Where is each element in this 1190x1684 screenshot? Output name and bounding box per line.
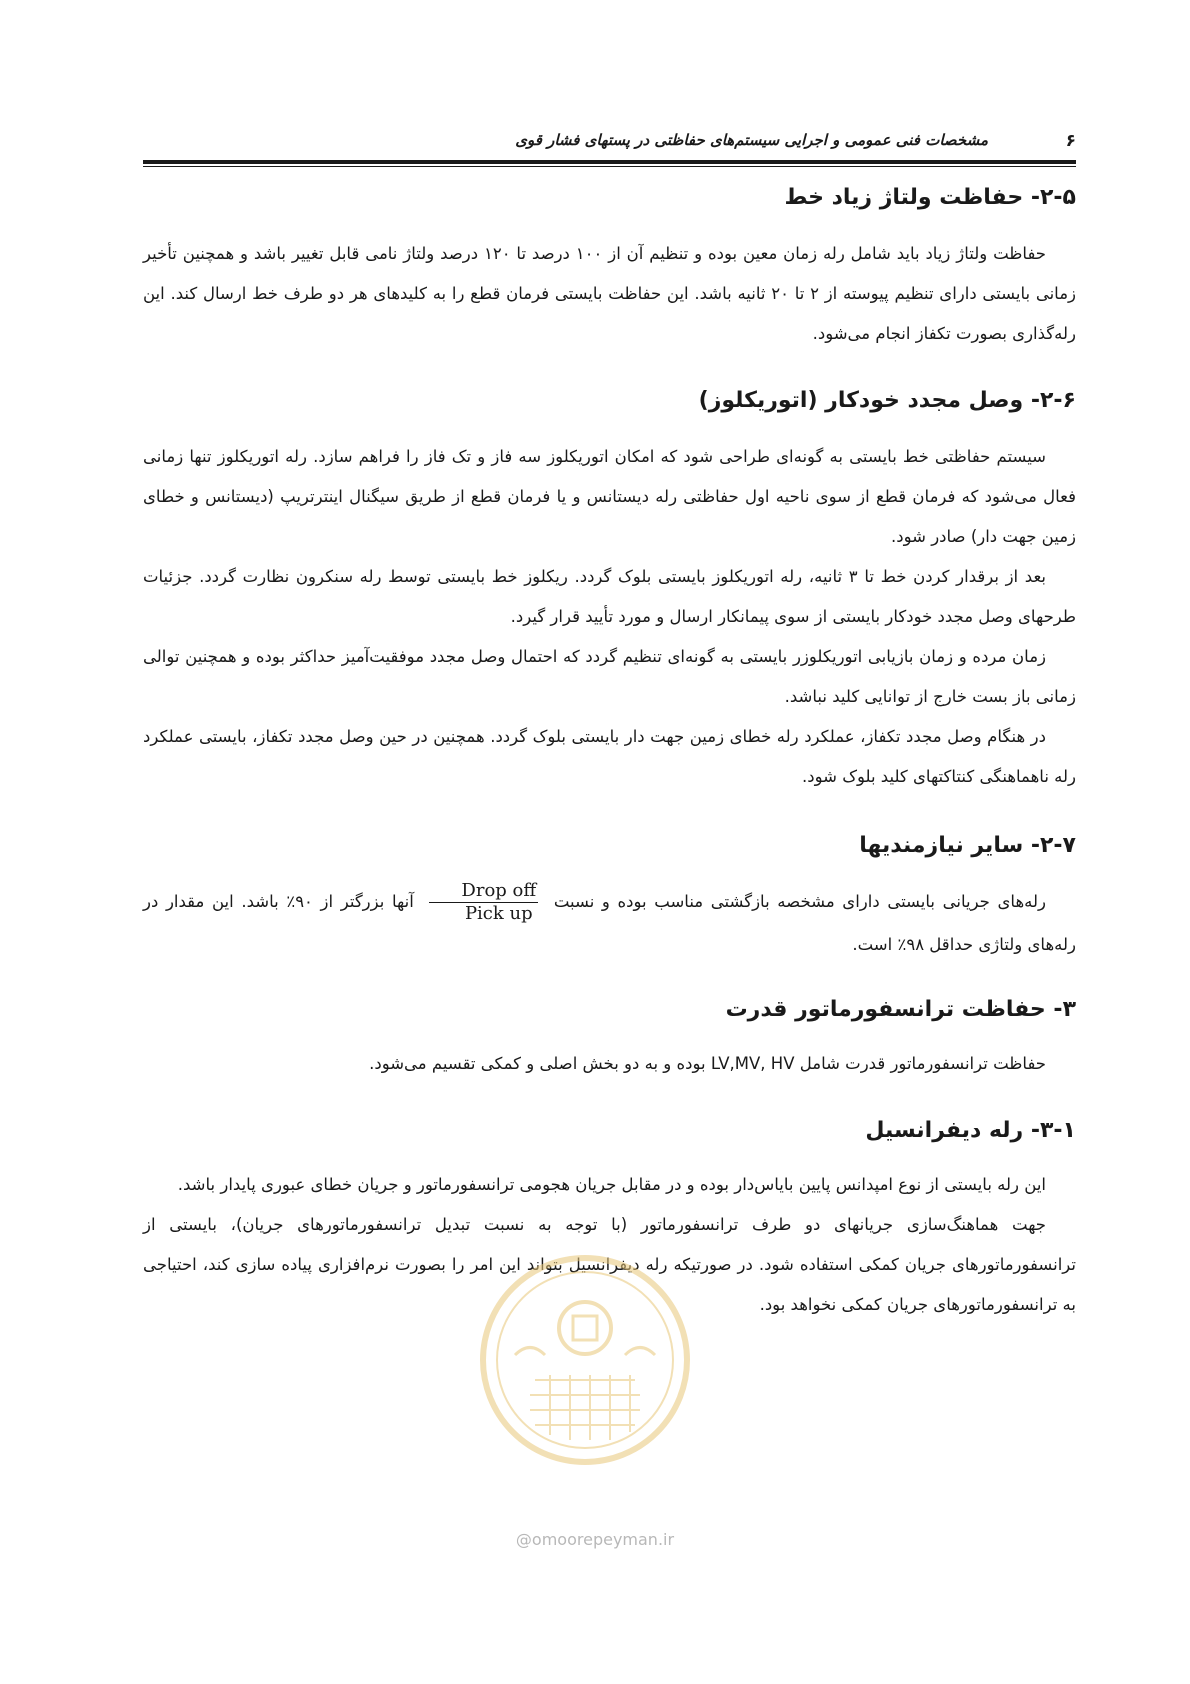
drop-off-pick-up-fraction bbox=[429, 880, 538, 925]
section-heading-3-1: ۳-۱- رله دیفرانسیل bbox=[865, 1118, 1076, 1143]
paragraph: بعد از برقدار کردن خط تا ۳ ثانیه، رله اتوریکلوز بایستی بلوک گردد. ریکلوز خط بایستی توسط رله سنکرون نظارت گردد. جزئیات طرحهای وصل مجدد خودکار بایستی از سوی پیمانکار ارسال و مورد تأیید قرار گیرد. bbox=[143, 567, 1076, 626]
paragraph-text-before: رله‌های جریانی بایستی دارای مشخصه بازگشتی مناسب بوده و نسبت bbox=[553, 892, 1046, 911]
section-heading-2-6: ۲-۶- وصل مجدد خودکار (اتوریکلوز) bbox=[698, 388, 1076, 413]
running-title: مشخصات فنی عمومی و اجرایی سیستم‌های حفاظتی در پستهای فشار قوی bbox=[515, 131, 988, 149]
paragraph: در هنگام وصل مجدد تکفاز، عملکرد رله خطای زمین جهت دار بایستی بلوک گردد. همچنین در حین وصل مجدد تکفاز، بایستی عملکرد رله ناهماهنگی کنتاکتهای کلید بلوک شود. bbox=[143, 727, 1076, 786]
section-heading-3: ۳- حفاظت ترانسفورماتور قدرت bbox=[725, 997, 1076, 1022]
page-header bbox=[143, 131, 1076, 159]
paragraph: این رله بایستی از نوع امپدانس پایین بایاس‌دار بوده و در مقابل جریان هجومی ترانسفورماتور و جریان خطای عبوری پایدار باشد. bbox=[177, 1175, 1046, 1194]
section-heading-2-7: ۲-۷- سایر نیازمندیها bbox=[859, 833, 1076, 858]
watermark-seal-icon bbox=[475, 1250, 695, 1470]
fraction-numerator: Drop off bbox=[429, 880, 538, 903]
paragraph: سیستم حفاظتی خط بایستی به گونه‌ای طراحی شود که امکان اتوریکلوز سه فاز و تک فاز را فراهم سازد. رله اتوریکلوز تنها زمانی فعال می‌شود که فرمان قطع از سوی ناحیه اول حفاظتی رله دیستانس و یا فرمان قطع از طریق سیگنال اینترتریپ (دیستانس و خطای زمین جهت دار) صادر شود. bbox=[143, 447, 1076, 546]
page-number: ۶ bbox=[1065, 131, 1076, 151]
header-rule-thick bbox=[143, 160, 1076, 164]
paragraph: حفاظت ولتاژ زیاد باید شامل رله زمان معین بوده و تنظیم آن از ۱۰۰ درصد تا ۱۲۰ درصد ولتاژ نامی قابل تغییر باشد و همچنین تأخیر زمانی بایستی دارای تنظیم پیوسته از ۲ تا ۲۰ ثانیه باشد. این حفاظت بایستی فرمان قطع را به کلیدهای هر دو طرف خط ارسال کند. این رله‌گذاری بصورت تکفاز انجام می‌شود. bbox=[143, 244, 1077, 343]
paragraph: حفاظت ترانسفورماتور قدرت شامل LV,MV, HV بوده و به دو بخش اصلی و کمکی تقسیم می‌شود. bbox=[369, 1054, 1046, 1073]
paragraph: جهت هماهنگ‌سازی جریانهای دو طرف ترانسفورماتور (با توجه به نسبت تبدیل ترانسفورماتورهای جریان)، بایستی از ترانسفورماتورهای جریان کمکی استفاده شود. در صورتیکه رله دیفرانسیل بتواند این امر را بصورت نرم‌افزاری پیاده سازی کند، احتیاجی به ترانسفورماتورهای جریان کمکی نخواهد بود. bbox=[143, 1215, 1076, 1314]
paragraph-text-after: آنها بزرگتر از ۹۰٪ باشد. این مقدار در رله‌های ولتاژی حداقل ۹۸٪ است. bbox=[143, 892, 1076, 954]
section-heading-2-5: ۲-۵- حفاظت ولتاژ زیاد خط bbox=[784, 185, 1076, 210]
paragraph: زمان مرده و زمان بازیابی اتوریکلوزر بایستی به گونه‌ای تنظیم گردد که احتمال وصل مجدد موفقیت‌آمیز حداکثر بوده و همچنین توالی زمانی باز بست خارج از توانایی کلید نباشد. bbox=[143, 647, 1076, 706]
paragraph-with-fraction bbox=[143, 880, 1076, 965]
watermark-text: @omoorepeyman.ir bbox=[515, 1530, 675, 1549]
fraction-denominator: Pick up bbox=[464, 903, 533, 924]
page-content bbox=[143, 185, 1076, 1325]
header-rule-thin bbox=[143, 166, 1076, 167]
